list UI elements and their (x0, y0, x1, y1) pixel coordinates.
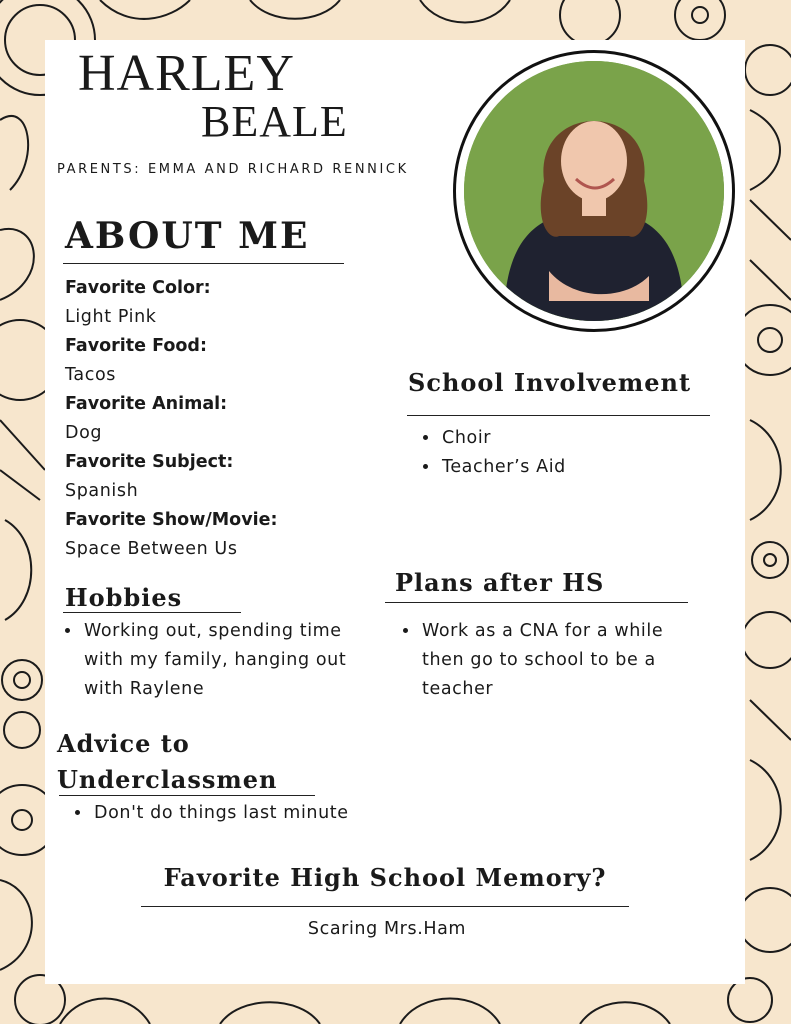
favorite-subject-value: Spanish (65, 481, 139, 501)
school-item: • Teacher’s Aid (440, 453, 740, 482)
hobbies-list (62, 617, 372, 704)
memory-value: Scaring Mrs.Ham (307, 919, 467, 939)
favorite-food-value: Tacos (65, 365, 116, 385)
plans-heading: Plans after HS (395, 568, 605, 597)
hobbies-heading: Hobbies (65, 583, 183, 612)
about-rule (63, 263, 344, 264)
last-name: BEALE (201, 97, 348, 146)
memory-heading: Favorite High School Memory? (163, 863, 607, 892)
memory-rule (141, 906, 629, 907)
favorite-food-label: Favorite Food: (65, 336, 207, 356)
about-heading: ABOUT ME (65, 215, 310, 257)
portrait-photo (453, 50, 735, 332)
plans-item: • Work as a CNA for a while then go to school to be a teacher (420, 617, 710, 704)
advice-rule (59, 795, 315, 796)
hobbies-item: • Working out, spending time with my family, hanging out with Raylene (82, 617, 372, 704)
school-heading: School Involvement (408, 368, 692, 397)
parents-line: PARENTS: EMMA AND RICHARD RENNICK (57, 162, 409, 177)
advice-heading-line1: Advice to (57, 729, 190, 758)
portrait-image (464, 61, 724, 321)
favorite-animal-value: Dog (65, 423, 103, 443)
advice-item: • Don't do things last minute (92, 799, 412, 828)
favorite-subject-label: Favorite Subject: (65, 452, 234, 472)
profile-card (45, 40, 745, 984)
favorite-color-value: Light Pink (65, 307, 157, 327)
favorite-color-label: Favorite Color: (65, 278, 211, 298)
first-name: HARLEY (78, 45, 295, 102)
plans-list (400, 617, 710, 704)
favorite-show-value: Space Between Us (65, 539, 238, 559)
advice-heading-line2: Underclassmen (57, 765, 278, 794)
school-rule (407, 415, 710, 416)
favorite-show-label: Favorite Show/Movie: (65, 510, 278, 530)
plans-rule (385, 602, 688, 603)
school-item: • Choir (440, 424, 740, 453)
favorite-animal-label: Favorite Animal: (65, 394, 228, 414)
advice-list (72, 799, 412, 828)
hobbies-rule (63, 612, 241, 613)
school-list (420, 424, 740, 482)
